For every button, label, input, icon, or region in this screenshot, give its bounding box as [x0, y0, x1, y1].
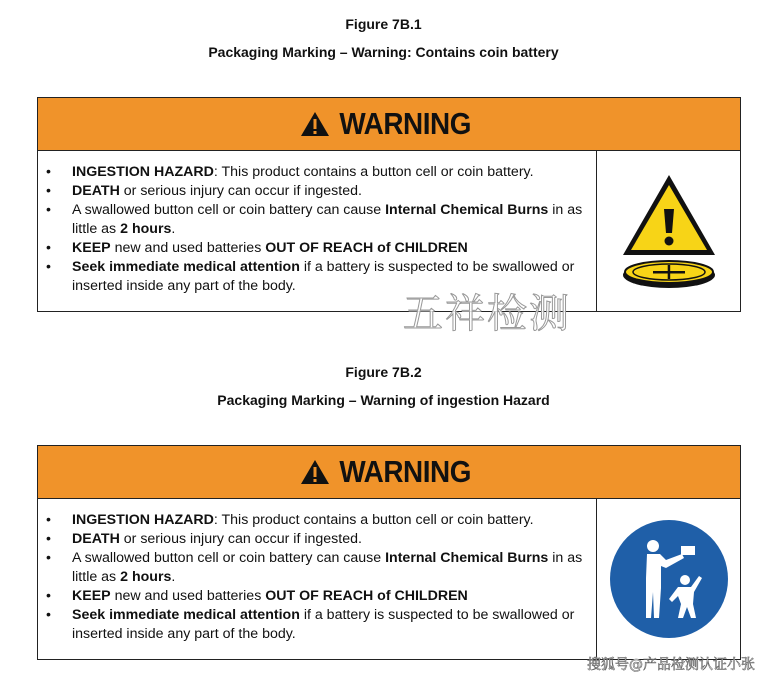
figure-caption: Packaging Marking – Warning: Contains coin battery [208, 44, 559, 60]
body-text: : This product contains a button cell or coin battery. [213, 164, 534, 180]
warning-banner [38, 98, 740, 151]
bullet-icon: • [46, 607, 51, 623]
warning-item-text [72, 530, 596, 549]
picture-cell [597, 499, 740, 659]
warning-item-text [72, 549, 596, 587]
warning-item-text [72, 201, 596, 239]
warning-item [46, 163, 596, 182]
body-text: A swallowed button cell or coin battery can cause [72, 550, 386, 566]
body-text: . [171, 569, 176, 585]
body-text: or serious injury can occur if ingested. [119, 183, 362, 199]
warning-item-text [72, 163, 596, 182]
body-text: new and used batteries [110, 240, 266, 256]
bullet-icon: • [46, 202, 51, 218]
emphasis-text: KEEP [72, 240, 111, 256]
bullet-icon: • [46, 531, 51, 547]
warning-heading: WARNING [339, 454, 471, 489]
figure-number: Figure 7B.2 [345, 364, 422, 380]
warning-item [46, 587, 596, 606]
body-text: or serious injury can occur if ingested. [119, 531, 362, 547]
source-credit: 搜狐号@产品检测认证小张 [587, 657, 755, 673]
warning-item-text [72, 182, 596, 201]
alert-triangle-icon [300, 459, 330, 485]
warning-label [37, 97, 741, 312]
warning-item [46, 549, 596, 587]
body-text: : This product contains a button cell or coin battery. [213, 512, 534, 528]
bullet-icon: • [46, 588, 51, 604]
emphasis-text: Internal Chemical Burns [385, 202, 549, 218]
emphasis-text: DEATH [72, 531, 120, 547]
bullet-icon: • [46, 512, 51, 528]
bullet-icon: • [46, 164, 51, 180]
watermark: 五祥检测 [403, 291, 571, 337]
figure-number: Figure 7B.1 [345, 16, 422, 32]
alert-triangle-icon [300, 111, 330, 137]
emphasis-text: Seek immediate medical attention [72, 259, 300, 275]
bullet-icon: • [46, 183, 51, 199]
body-text: in as little as [72, 202, 583, 237]
warning-item-text [72, 239, 596, 258]
body-text: . [171, 221, 176, 237]
emphasis-text: DEATH [72, 183, 120, 199]
picture-cell [597, 151, 740, 311]
warning-item [46, 511, 596, 530]
warning-heading: WARNING [339, 106, 471, 141]
bullet-icon: • [46, 240, 51, 256]
emphasis-text: 2 hours [120, 569, 172, 585]
warning-banner [38, 446, 740, 499]
warning-item [46, 201, 596, 239]
warning-item-text [72, 606, 596, 644]
warning-item [46, 606, 596, 644]
emphasis-text: INGESTION HAZARD [72, 164, 214, 180]
warning-label [37, 445, 741, 660]
warning-list [38, 499, 597, 659]
emphasis-text: 2 hours [120, 221, 172, 237]
warning-item [46, 182, 596, 201]
body-text: in as little as [72, 550, 583, 585]
keep-away-from-children-icon [608, 518, 730, 640]
body-text: if a battery is suspected to be swallowed or inserted inside any part of the body. [72, 259, 575, 294]
bullet-icon: • [46, 550, 51, 566]
body-text: new and used batteries [110, 588, 266, 604]
warning-item [46, 239, 596, 258]
coin-battery-warning-icon [619, 171, 719, 291]
emphasis-text: OUT OF REACH of CHILDREN [265, 588, 468, 604]
warning-item-text [72, 587, 596, 606]
warning-item-text [72, 511, 596, 530]
emphasis-text: KEEP [72, 588, 111, 604]
emphasis-text: Seek immediate medical attention [72, 607, 300, 623]
warning-item [46, 530, 596, 549]
emphasis-text: INGESTION HAZARD [72, 512, 214, 528]
body-text: if a battery is suspected to be swallowed or inserted inside any part of the body. [72, 607, 575, 642]
emphasis-text: Internal Chemical Burns [385, 550, 549, 566]
body-text: A swallowed button cell or coin battery can cause [72, 202, 386, 218]
bullet-icon: • [46, 259, 51, 275]
emphasis-text: OUT OF REACH of CHILDREN [265, 240, 468, 256]
figure-caption: Packaging Marking – Warning of ingestion Hazard [217, 392, 550, 408]
